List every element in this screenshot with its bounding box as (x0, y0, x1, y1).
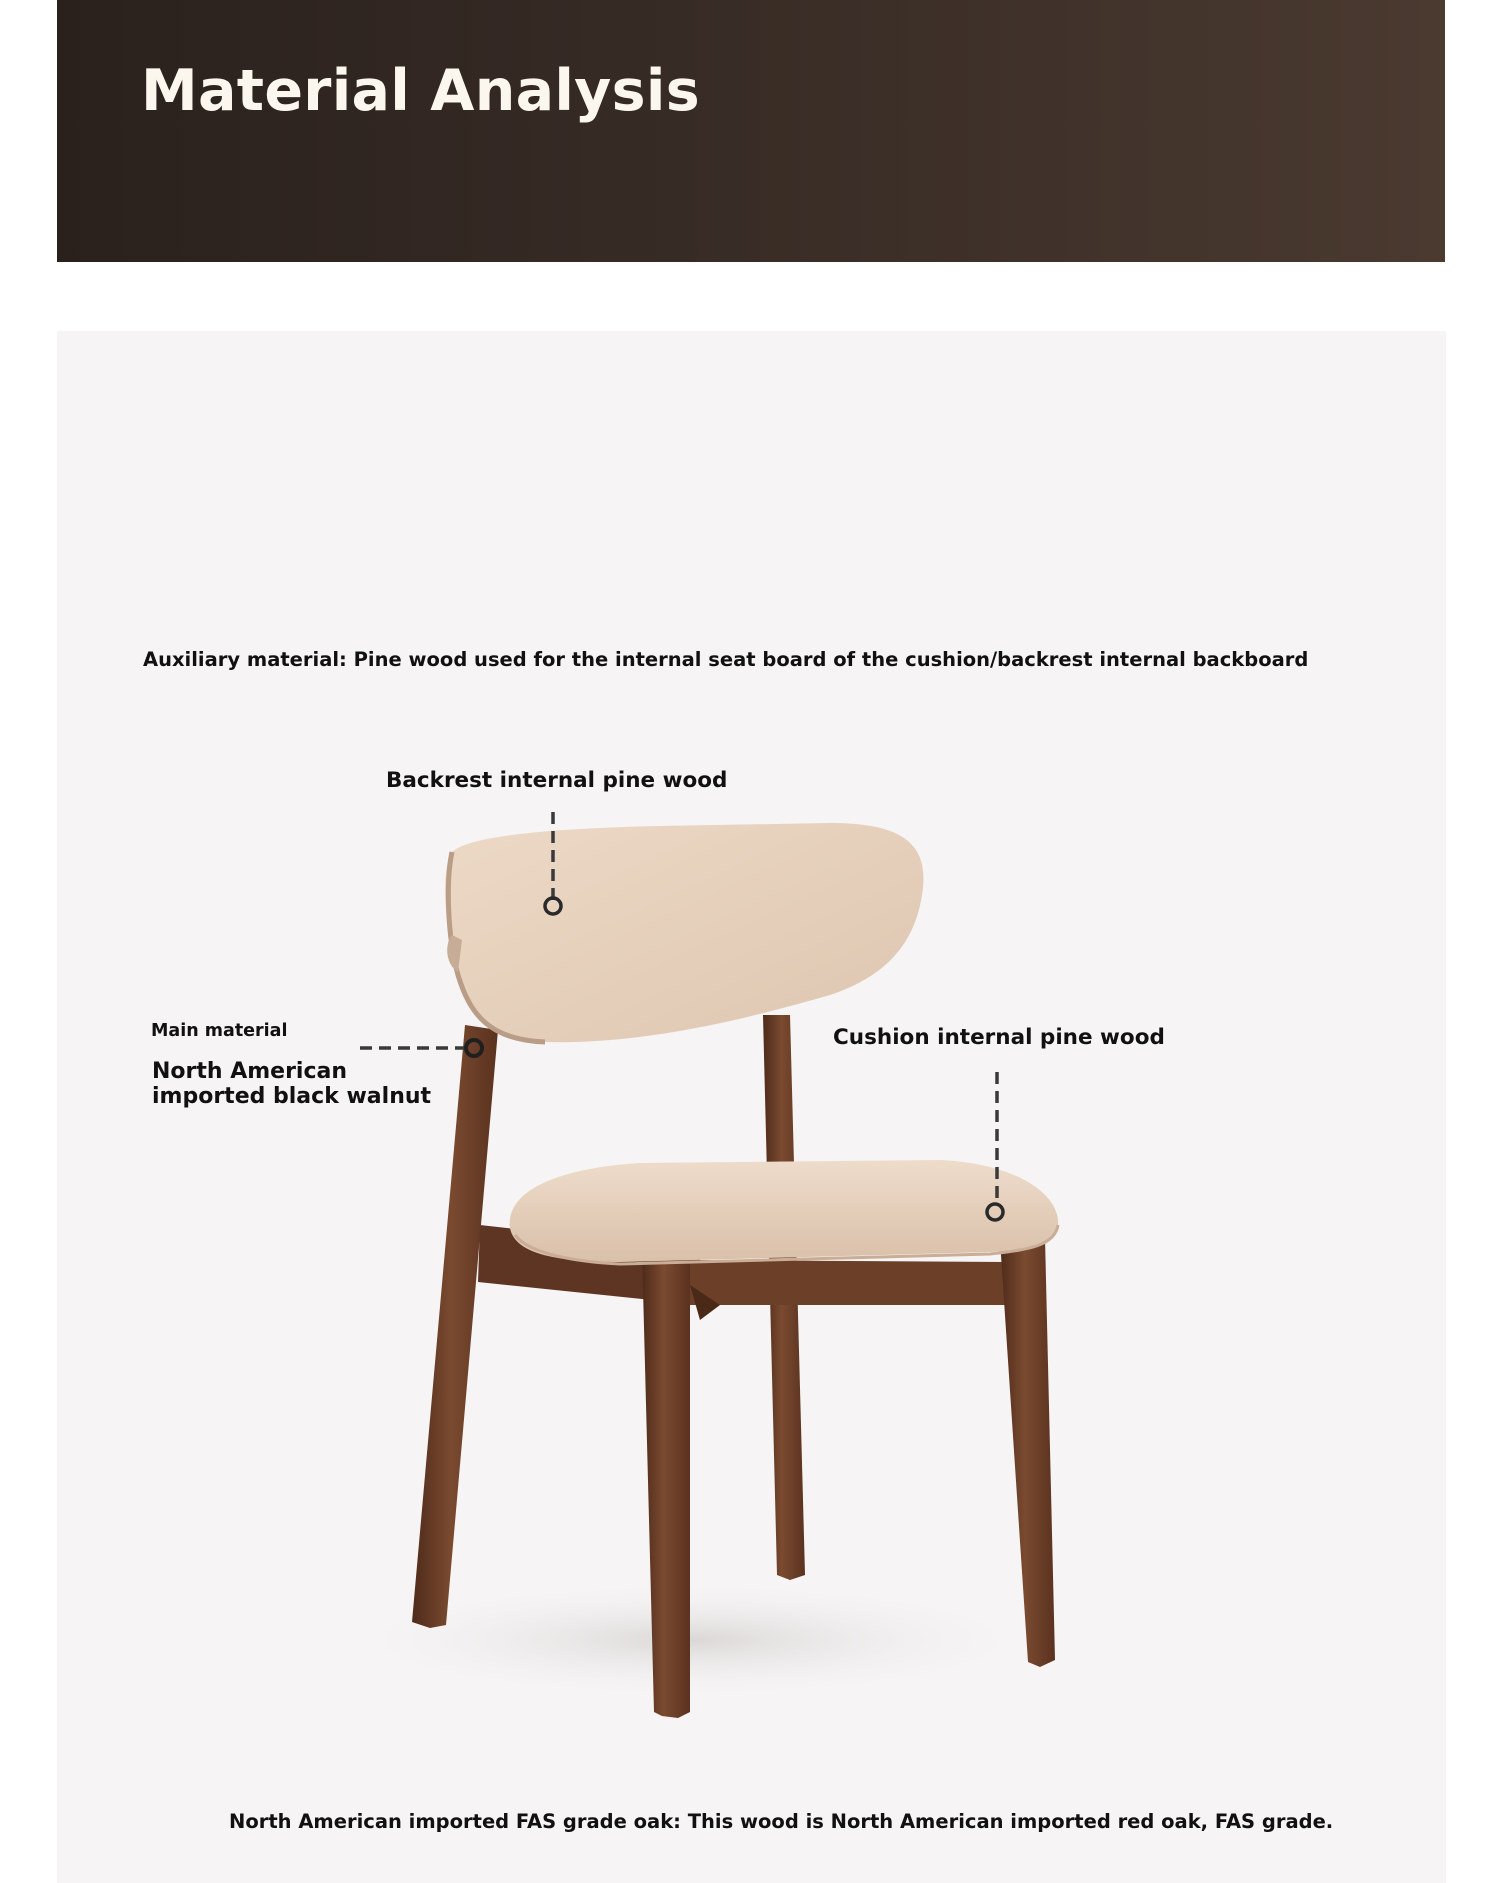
main-material-value: North American imported black walnut (152, 1059, 432, 1109)
backrest-label: Backrest internal pine wood (386, 768, 728, 793)
oak-grade-note: North American imported FAS grade oak: This wood is North American imported red oak, FAS grade. (229, 1810, 1334, 1833)
auxiliary-material-note: Auxiliary material: Pine wood used for the internal seat board of the cushion/backrest internal backboard (143, 648, 1309, 671)
main-material-heading: Main material (151, 1021, 288, 1041)
backrest-cushion (445, 823, 923, 1042)
seat-cushion (510, 1160, 1058, 1262)
cushion-label: Cushion internal pine wood (833, 1025, 1165, 1050)
rear-left-leg (412, 1025, 498, 1628)
front-apron (690, 1260, 1005, 1305)
front-right-leg (1000, 1238, 1055, 1667)
page-title: Material Analysis (141, 58, 700, 124)
